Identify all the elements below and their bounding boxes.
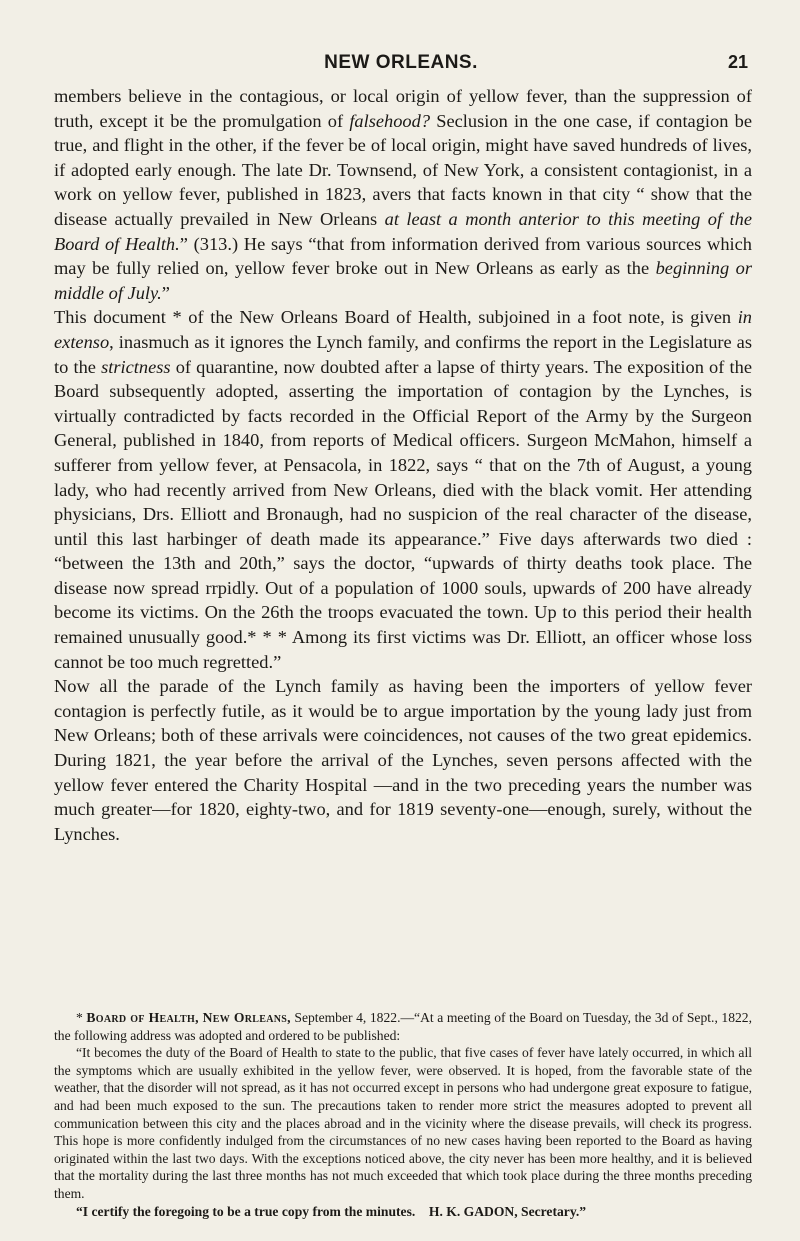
p1-text-c: Seclusion in the one case, if contagion be true, and flight in the other, if the fever be of local origin, might have saved hundreds of lives, if adopted early enough. The late Dr. Townsend, of New York, a consistent contagionist, in a work on yellow fever, published in 1823, avers that facts known in that city “ show that the disease actually prevailed in New Orleans (54, 110, 752, 229)
p1-italic-july: beginning or middle of July. (54, 258, 752, 303)
page-number: 21 (727, 52, 748, 72)
footnote-certification (54, 1203, 752, 1221)
main-text (54, 84, 752, 846)
p2-italic-extenso: in extenso (54, 307, 752, 352)
footnote-marker: * (76, 1010, 87, 1025)
paragraph-1 (54, 84, 752, 305)
running-head: NEW ORLEANS. (324, 52, 478, 73)
p2-text-a: This document * of the New Orleans Board of Health, subjoined in a foot note, is given (54, 307, 738, 328)
footnote-signature: H. K. GADON, Secretary.” (428, 1203, 587, 1219)
footnote-quote: “It becomes the duty of the Board of Health to state to the public, that five cases of fever have lately occurred, in which all the symptoms which are usually exhibited in the yellow fever, were observed. It is hoped, from the favorable state of the weather, that the disorder will not spread, as it has not occurred except in persons who had undergone great exposure to fatigue, and had been much exposed to the sun. The precautions taken to render more strict the measures adopted to prevent all communication between this city and the places abroad and in the vicinity where the disease prevails, will check its progress. This hope is more confidently indulged from the circumstances of no new cases having been reported to the Board as having originated within the last two days. With the exceptions noticed above, the city never has been more healthy, and it is believed that the mortality during the last three months has not much exceeded that which took place during the three months preceding them. (54, 1045, 752, 1201)
footnote-heading: Board of Health, New Orleans, (86, 1010, 291, 1025)
p1-italic-falsehood: falsehood? (349, 110, 431, 131)
p1-text-e: ” (313.) He says “that from information derived from various sources which may be fully relied on, yellow fever broke out in New Orleans as early as the (54, 233, 752, 279)
paragraph-3: Now all the parade of the Lynch family as having been the importers of yellow fever contagion is perfectly futile, as it would be to argue importation by the young lady just from New Orleans; both of these arrivals were coincidences, not causes of the two great epidemics. During 1821, the year before the arrival of the Lynches, seven persons affected with the yellow fever entered the Charity Hospital —and in the two preceding years the number was much greater—for 1820, eighty-two, and for 1819 seventy-one—enough, surely, without the Lynches. (54, 676, 752, 844)
p1-text-a: members believe in the contagious, or local origin of yellow fever, than the suppression of truth, except it be the promulgation of (54, 86, 752, 131)
page-header (54, 52, 748, 82)
p1-italic-anterior: at least a month anterior to this meeting of the Board of Health. (54, 208, 752, 254)
p1-text-g: ” (161, 282, 170, 303)
p2-text-e: of quarantine, now doubted after a lapse of thirty years. The exposition of the Board subsequently adopted, asserting the importation of contagion by the Lynches, is virtually contradicted by facts recorded in the Official Report of the Army by the Surgeon General, published in 1840, from reports of Medical officers. Surgeon McMahon, himself a sufferer from yellow fever, at Pensacola, in 1822, says “ that on the 7th of August, a young lady, who had recently arrived from New Orleans, died with the black vomit. Her attending physicians, Drs. Elliott and Bronaugh, had no suspicion of the real character of the disease, until this last harbinger of death made its appearance.” Five days afterwards two died : “between the 13th and 20th,” says the doctor, “upwards of thirty deaths took place. The disease now spread rrpidly. Out of a population of 1000 souls, upwards of 200 have already become its victims. On the 26th the troops evacuated the town. Up to this period their health remained unusually good.* * * Among its first victims was Dr. Elliott, an officer whose loss cannot be too much regretted.” (54, 356, 752, 672)
footnote (54, 1009, 752, 1220)
footnote-cert-text: “I certify the foregoing to be a true copy from the minutes. (76, 1203, 416, 1219)
p2-italic-strictness: strictness (101, 356, 171, 377)
paragraph-2 (54, 305, 752, 674)
p2-text-c: , inasmuch as it ignores the Lynch family, and confirms the report in the Legislature as to the (54, 331, 752, 377)
footnote-intro-text: September 4, 1822.—“At a meeting of the Board on Tuesday, the 3d of Sept., 1822, the following address was adopted and ordered to be published: (54, 1010, 752, 1043)
footnote-intro (54, 1009, 752, 1044)
